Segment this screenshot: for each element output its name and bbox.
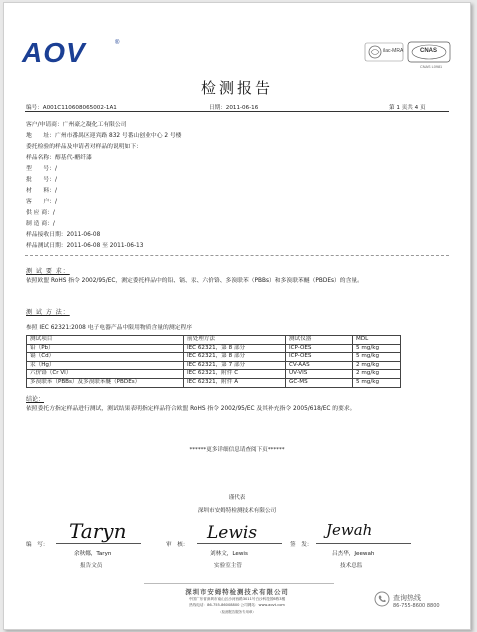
page-number: 第 1 页共 4 页 xyxy=(389,105,426,111)
lab-company-name: 深圳市安姆特检测技术有限公司 xyxy=(197,508,277,514)
method-text: 参照 IEC 62321:2008 电子电器产品中限用物质含量的测定程序 xyxy=(26,325,193,331)
sig-line-reviewer xyxy=(197,543,282,544)
sig-line-writer xyxy=(56,543,141,544)
table-header-cell: MDL xyxy=(353,336,401,345)
table-cell: 六价铬（Cr VI） xyxy=(27,370,184,379)
sig-title-writer: 报告文员 xyxy=(80,563,103,569)
signature-jewah: Jewah xyxy=(326,521,373,539)
test-method-table xyxy=(26,335,401,388)
sample-name: 样品名称：醇基代-醋纤漆 xyxy=(26,155,92,161)
requirement-text: 依照欧盟 RoHS 指令 2002/95/EC，测定委托样品中的铅、镉、汞、六价铬、多溴联苯（PBBs）和多溴联苯醚（PBDEs）的含量。 xyxy=(26,278,363,284)
sample-test-date: 样品测试日期：2011-06-08 至 2011-06-13 xyxy=(26,243,144,249)
table-cell: ICP-OES xyxy=(286,344,353,353)
report-page xyxy=(3,2,471,630)
table-row xyxy=(27,370,401,379)
info-divider xyxy=(25,255,449,256)
table-cell: IEC 62321，第 8 部分 xyxy=(184,353,286,362)
table-cell: 2 mg/kg xyxy=(353,361,401,370)
table-cell: IEC 62321，第 8 部分 xyxy=(184,344,286,353)
sig-name-approver: 吕杰华，Jeewah xyxy=(332,551,375,557)
table-cell: 汞（Hg） xyxy=(27,361,184,370)
hotline-label: 查询热线 xyxy=(393,594,421,602)
sig-title-approver: 技术总监 xyxy=(340,563,363,569)
table-cell: IEC 62321，第 7 部分 xyxy=(184,361,286,370)
sig-title-reviewer: 实验室主管 xyxy=(214,563,242,569)
hotline-number: 86-755-8600 8800 xyxy=(393,603,440,609)
table-cell: IEC 62321，附件 C xyxy=(184,370,286,379)
sig-name-reviewer: 刘林文，Lewis xyxy=(210,551,248,557)
cnas-label: CNAS xyxy=(420,48,438,54)
table-cell: 5 mg/kg xyxy=(353,353,401,362)
report-date: 日期：2011-06-16 xyxy=(209,105,259,111)
sample-customer: 客 户：/ xyxy=(26,199,57,205)
footer-divider xyxy=(144,583,334,584)
continued-note: ******更多详细信息请查阅下页****** xyxy=(189,447,285,453)
sample-intro: 委托检验的样品及申请者对样品的说明如下： xyxy=(26,144,142,150)
sample-batch: 批 号：/ xyxy=(26,177,57,183)
sig-line-approver xyxy=(316,543,411,544)
signature-lewis: Lewis xyxy=(207,523,258,543)
footer-note: （检测报告服务专用章） xyxy=(218,610,256,614)
table-cell: 铅（Pb） xyxy=(27,344,184,353)
sample-material: 材 料：/ xyxy=(26,188,57,194)
table-cell: 5 mg/kg xyxy=(353,378,401,387)
table-cell: UV-VIS xyxy=(286,370,353,379)
client-address: 地 址：广州市番禺区迎宾路 832 号番山创业中心 2 号楼 xyxy=(26,133,182,139)
client-name: 客户/申请商：广州豪之凝化工有限公司 xyxy=(26,122,127,128)
conclusion-heading: 结论： xyxy=(26,396,45,403)
table-cell: 镉（Cd） xyxy=(27,353,184,362)
footer-address: 中国广东省深圳市南山区沙河西路3011号白沙科技园6栋3楼 xyxy=(188,597,286,601)
sig-role-approver: 签 发： xyxy=(290,542,313,548)
sample-received-date: 样品接收日期：2011-06-08 xyxy=(26,232,101,238)
phone-icon xyxy=(374,591,390,607)
table-row xyxy=(27,344,401,353)
on-behalf-label: 谨代表 xyxy=(228,495,246,501)
table-cell: IEC 62321，附件 A xyxy=(184,378,286,387)
table-header-row xyxy=(27,336,401,345)
signature-taryn: Taryn xyxy=(69,519,127,543)
table-cell: CV-AAS xyxy=(286,361,353,370)
accreditation-badges xyxy=(364,39,454,73)
report-number: 编号：A001C110608065002-1A1 xyxy=(26,105,117,111)
table-header-cell: 前处理方法 xyxy=(184,336,286,345)
table-cell: GC-MS xyxy=(286,378,353,387)
report-title: 检测报告 xyxy=(200,79,273,97)
sample-manufacturer: 制 造 商：/ xyxy=(26,221,55,227)
table-header-cell: 测试项目 xyxy=(27,336,184,345)
table-cell: 5 mg/kg xyxy=(353,344,401,353)
conclusion-text: 依照委托方指定样品进行测试，测试结果表明指定样品符合欧盟 RoHS 指令 2002/95/EC 及其补充指令 2005/618/EC 的要求。 xyxy=(26,406,356,412)
sample-model: 型 号：/ xyxy=(26,166,57,172)
method-heading: 测 试 方 法： xyxy=(26,309,70,316)
table-cell: 2 mg/kg xyxy=(353,370,401,379)
sig-role-reviewer: 审 核： xyxy=(166,542,189,548)
sig-name-writer: 余秋娜，Taryn xyxy=(74,551,112,557)
ilac-label: ilac-MRA xyxy=(383,48,404,54)
footer-company: 深圳市安姆特检测技术有限公司 xyxy=(185,588,289,596)
table-row xyxy=(27,378,401,387)
registered-mark: ® xyxy=(115,40,120,46)
sample-supplier: 供 应 商：/ xyxy=(26,210,55,216)
table-cell: ICP-OES xyxy=(286,353,353,362)
cnas-number: CNAS L0981 xyxy=(420,65,443,69)
table-cell: 多溴联苯（PBBs）及多溴联苯醚（PBDEs） xyxy=(27,378,184,387)
aov-logo: AOV xyxy=(22,37,86,68)
requirement-heading: 测 试 要 求： xyxy=(26,268,70,275)
footer-contact: 热线电话：86-755-86008800 公司网站：www.aovt.com xyxy=(189,603,285,607)
header-divider xyxy=(25,111,449,112)
table-header-cell: 测试仪器 xyxy=(286,336,353,345)
sig-role-writer: 编 写： xyxy=(26,542,49,548)
table-row xyxy=(27,361,401,370)
table-row xyxy=(27,353,401,362)
